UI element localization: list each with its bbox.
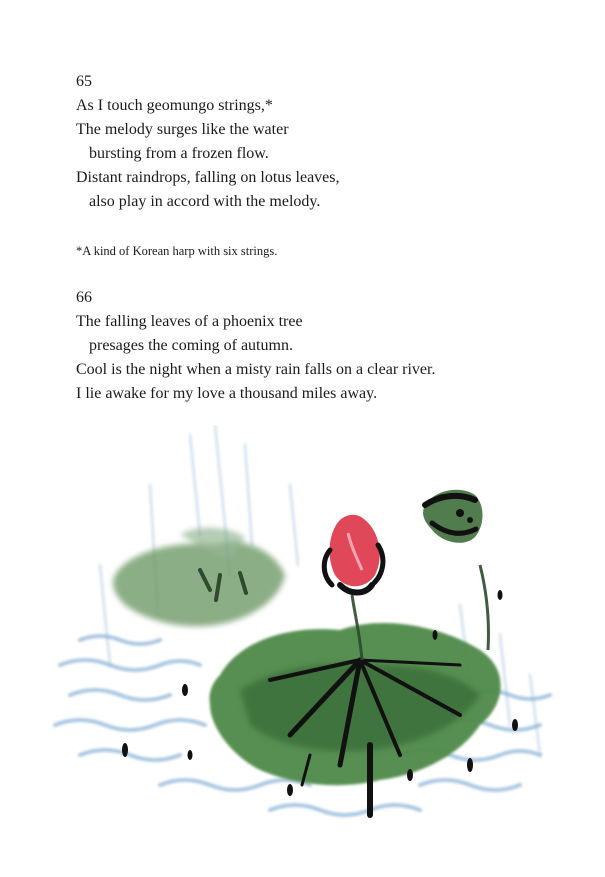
poem-line: presages the coming of autumn.: [89, 337, 293, 354]
poem-66: [76, 286, 435, 406]
background-lotus-leaf: [113, 528, 285, 627]
main-lotus-leaf: [209, 623, 500, 785]
poem-line: bursting from a frozen flow.: [89, 145, 269, 162]
lotus-bud: [324, 515, 383, 593]
lotus-seed-pod: [423, 490, 482, 543]
poem-line: I lie awake for my love a thousand miles away.: [76, 385, 378, 402]
poem-65: [76, 70, 340, 214]
poem-line: As I touch geomungo strings,*: [76, 97, 273, 114]
footnote: *A kind of Korean harp with six strings.: [76, 244, 278, 258]
poem-line: Cool is the night when a misty rain falls on a clear river.: [76, 361, 436, 378]
poem-line: also play in accord with the melody.: [89, 193, 321, 210]
lotus-rain-painting: [40, 425, 580, 845]
poem-line: Distant raindrops, falling on lotus leaves,: [76, 169, 340, 186]
poem-number: 65: [76, 73, 92, 90]
poem-line: The melody surges like the water: [76, 121, 289, 138]
poem-number: 66: [76, 289, 92, 306]
poem-line: The falling leaves of a phoenix tree: [76, 313, 303, 330]
